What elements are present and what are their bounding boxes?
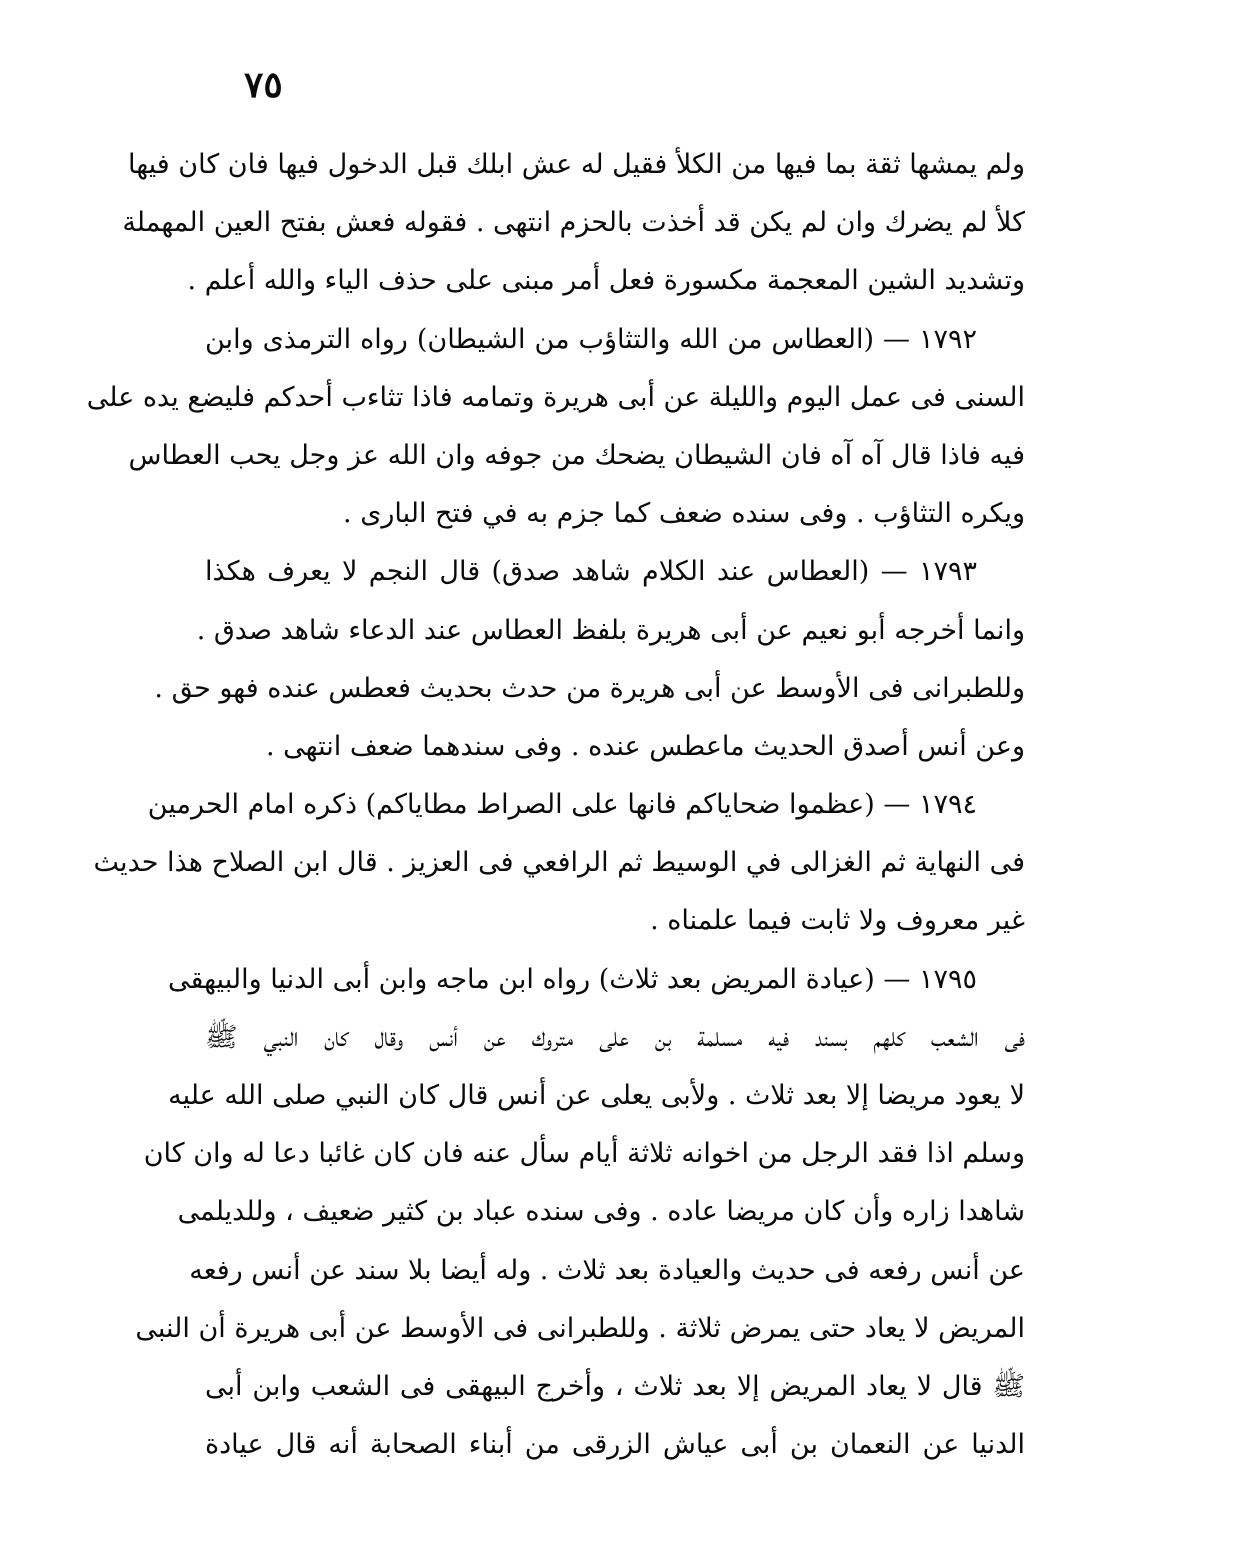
text-line: ويكره التثاؤب . وفى سنده ضعف كما جزم به في فتح البارى . <box>343 498 1025 530</box>
text-line: كلأ لم يضرك وان لم يكن قد أخذت بالحزم انتهى . فقوله فعش بفتح العين المهملة <box>122 207 1025 239</box>
text-line: ولم يمشها ثقة بما فيها من الكلأ فقيل له عش ابلك قبل الدخول فيها فان كان فيها <box>127 149 1025 180</box>
text-line: ﷺ قال لا يعاد المريض إلا بعد ثلاث ، وأخرج البيهقى فى الشعب وابن أبى <box>205 1370 1025 1402</box>
text-line: المريض لا يعاد حتى يمرض ثلاثة . وللطبرانى فى الأوسط عن أبى هريرة أن النبى <box>135 1312 1025 1344</box>
text-line: الدنيا عن النعمان بن أبى عياش الزرقى من أبناء الصحابة أنه قال عيادة <box>205 1429 1025 1461</box>
entry-heading-1792: ١٧٩٢ — (العطاس من الله والتثاؤب من الشيطان) رواه الترمذى وابن <box>205 323 977 355</box>
entry-heading-1793: ١٧٩٣ — (العطاس عند الكلام شاهد صدق) قال النجم لا يعرف هكذا <box>205 556 977 588</box>
page-number: ٧٥ <box>244 64 283 106</box>
text-line: فيه فاذا قال آه آه فان الشيطان يضحك من جوفه وان الله عز وجل يحب العطاس <box>128 439 1025 471</box>
text-line: فى النهاية ثم الغزالى في الوسيط ثم الرافعي فى العزيز . قال ابن الصلاح هذا حديث <box>93 847 1025 879</box>
entry-heading-1794: ١٧٩٤ — (عظموا ضحاياكم فانها على الصراط مطاياكم) ذكره امام الحرمين <box>147 789 977 821</box>
text-line: وانما أخرجه أبو نعيم عن أبى هريرة بلفظ العطاس عند الدعاء شاهد صدق . <box>196 614 1025 646</box>
text-line: فى الشعب كلهم بسند فيه مسلمة بن على متروك عن أنس وقال كان النبي ﷺ <box>205 1021 1025 1053</box>
entry-heading-1795: ١٧٩٥ — (عيادة المريض بعد ثلاث) رواه ابن ماجه وابن أبى الدنيا والبيهقى <box>167 963 977 995</box>
text-line: لا يعود مريضا إلا بعد ثلاث . ولأبى يعلى عن أنس قال كان النبي صلى الله عليه <box>168 1080 1025 1111</box>
body-text <box>86 136 1025 1474</box>
text-line: غير معروف ولا ثابت فيما علمناه . <box>650 905 1025 937</box>
text-line: وللطبرانى فى الأوسط عن أبى هريرة من حدث بحديث فعطس عنده فهو حق . <box>154 672 1025 704</box>
text-line: وعن أنس أصدق الحديث ماعطس عنده . وفى سندهما ضعف انتهى . <box>265 730 1025 762</box>
text-line: عن أنس رفعه فى حديث والعيادة بعد ثلاث . وله أيضا بلا سند عن أنس رفعه <box>189 1254 1025 1286</box>
text-line: وسلم اذا فقد الرجل من اخوانه ثلاثة أيام سأل عنه فان كان غائبا دعا له وان كان <box>143 1138 1025 1170</box>
text-line: شاهدا زاره وأن كان مريضا عاده . وفى سنده عباد بن كثير ضعيف ، وللديلمى <box>177 1196 1025 1228</box>
text-line: وتشديد الشين المعجمة مكسورة فعل أمر مبنى على حذف الياء والله أعلم . <box>187 265 1025 297</box>
text-line: السنى فى عمل اليوم والليلة عن أبى هريرة وتمامه فاذا تثاءب أحدكم فليضع يده على <box>86 381 1025 413</box>
